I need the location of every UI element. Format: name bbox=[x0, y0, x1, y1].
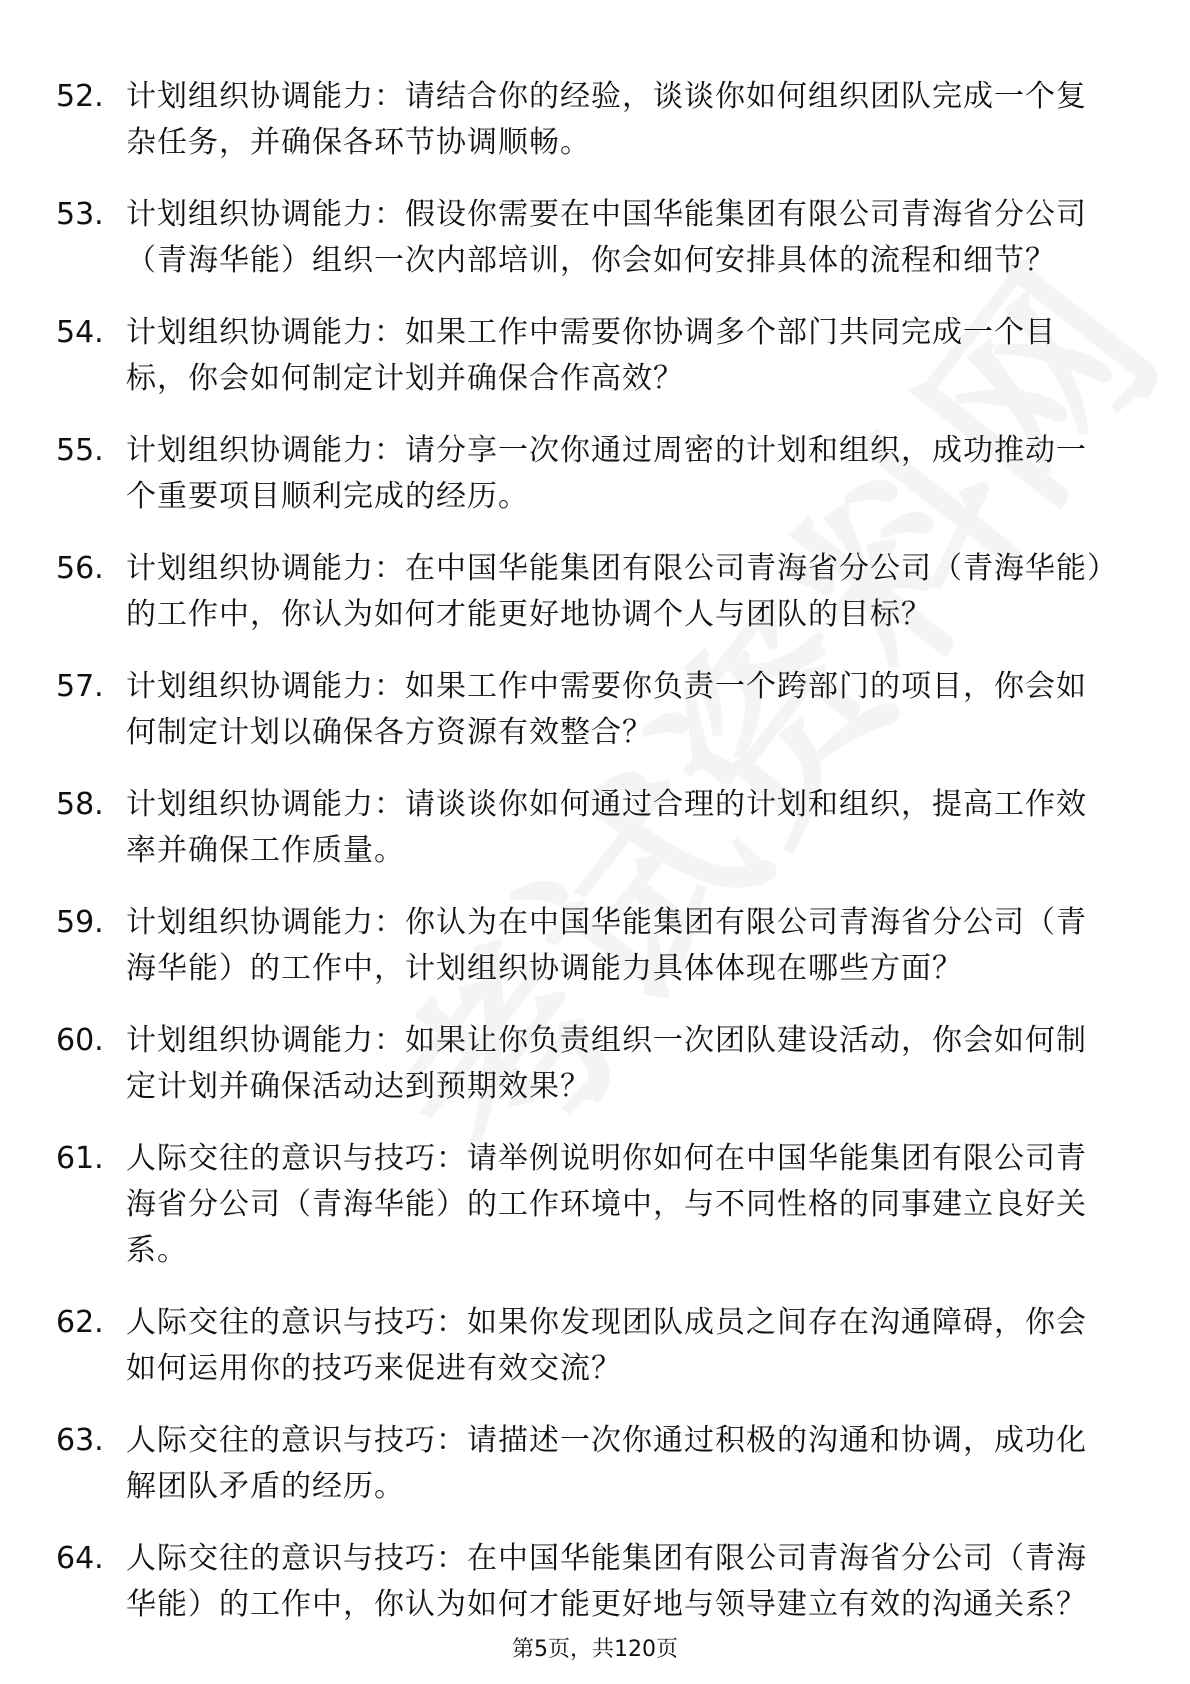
question-number: 63. bbox=[56, 1423, 104, 1458]
question-number: 61. bbox=[56, 1141, 104, 1176]
question-text: 人际交往的意识与技巧：请举例说明你如何在中国华能集团有限公司青海省分公司（青海华能）的工作环境中，与不同性格的同事建立良好关系。 bbox=[126, 1141, 1087, 1268]
question-text: 计划组织协调能力：在中国华能集团有限公司青海省分公司（青海华能）的工作中，你认为如何才能更好地协调个人与团队的目标？ bbox=[126, 551, 1103, 632]
question-item bbox=[56, 664, 1116, 756]
question-item bbox=[56, 1418, 1116, 1510]
question-item bbox=[56, 310, 1116, 402]
question-item bbox=[56, 192, 1116, 284]
question-text: 计划组织协调能力：请分享一次你通过周密的计划和组织，成功推动一个重要项目顺利完成的经历。 bbox=[126, 433, 1087, 514]
question-number: 56. bbox=[56, 551, 104, 586]
question-item bbox=[56, 782, 1116, 874]
question-text: 计划组织协调能力：假设你需要在中国华能集团有限公司青海省分公司（青海华能）组织一次内部培训，你会如何安排具体的流程和细节？ bbox=[126, 197, 1087, 278]
question-number: 62. bbox=[56, 1305, 104, 1340]
question-number: 52. bbox=[56, 79, 104, 114]
question-number: 59. bbox=[56, 905, 104, 940]
question-item bbox=[56, 74, 1116, 166]
page-footer bbox=[0, 1632, 1190, 1663]
question-item bbox=[56, 1136, 1116, 1274]
question-number: 64. bbox=[56, 1541, 104, 1576]
question-item bbox=[56, 1536, 1116, 1628]
question-number: 55. bbox=[56, 433, 104, 468]
question-number: 54. bbox=[56, 315, 104, 350]
question-text: 计划组织协调能力：请谈谈你如何通过合理的计划和组织，提高工作效率并确保工作质量。 bbox=[126, 787, 1087, 868]
question-text: 人际交往的意识与技巧：如果你发现团队成员之间存在沟通障碍，你会如何运用你的技巧来促进有效交流？ bbox=[126, 1305, 1087, 1386]
question-list bbox=[56, 74, 1116, 1654]
question-item bbox=[56, 900, 1116, 992]
question-item bbox=[56, 546, 1116, 638]
question-text: 人际交往的意识与技巧：请描述一次你通过积极的沟通和协调，成功化解团队矛盾的经历。 bbox=[126, 1423, 1087, 1504]
question-text: 人际交往的意识与技巧：在中国华能集团有限公司青海省分公司（青海华能）的工作中，你认为如何才能更好地与领导建立有效的沟通关系？ bbox=[126, 1541, 1087, 1622]
question-number: 53. bbox=[56, 197, 104, 232]
question-text: 计划组织协调能力：如果工作中需要你负责一个跨部门的项目，你会如何制定计划以确保各方资源有效整合？ bbox=[126, 669, 1087, 750]
question-number: 57. bbox=[56, 669, 104, 704]
question-text: 计划组织协调能力：你认为在中国华能集团有限公司青海省分公司（青海华能）的工作中，计划组织协调能力具体体现在哪些方面？ bbox=[126, 905, 1087, 986]
question-item bbox=[56, 1300, 1116, 1392]
question-text: 计划组织协调能力：如果工作中需要你协调多个部门共同完成一个目标，你会如何制定计划并确保合作高效？ bbox=[126, 315, 1056, 396]
question-text: 计划组织协调能力：请结合你的经验，谈谈你如何组织团队完成一个复杂任务，并确保各环节协调顺畅。 bbox=[126, 79, 1087, 160]
question-item bbox=[56, 428, 1116, 520]
question-text: 计划组织协调能力：如果让你负责组织一次团队建设活动，你会如何制定计划并确保活动达到预期效果？ bbox=[126, 1023, 1087, 1104]
question-number: 60. bbox=[56, 1023, 104, 1058]
question-item bbox=[56, 1018, 1116, 1110]
question-number: 58. bbox=[56, 787, 104, 822]
page-number-label: 第5页，共120页 bbox=[512, 1637, 678, 1662]
